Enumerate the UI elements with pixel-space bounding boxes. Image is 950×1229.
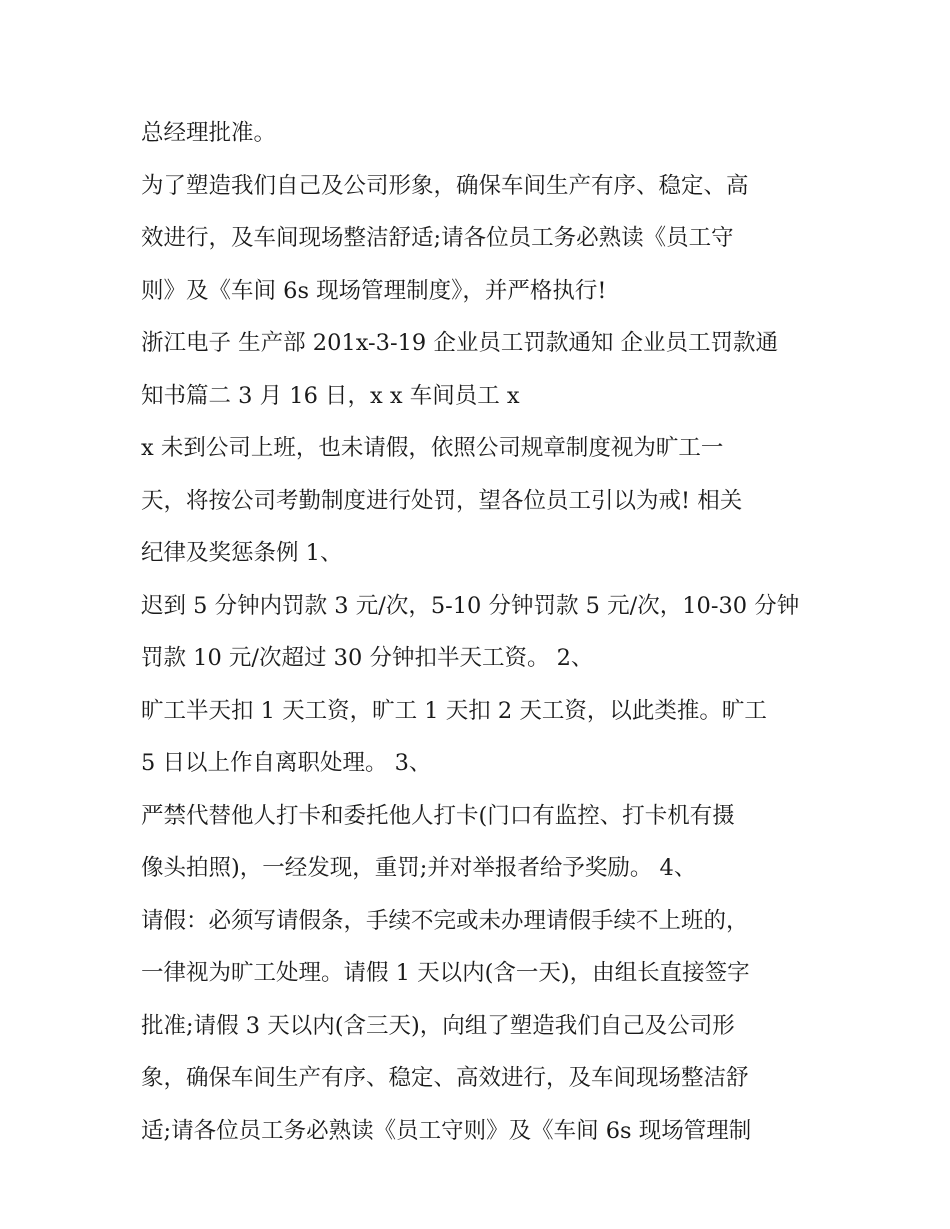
text-line: 迟到 5 分钟内罚款 3 元/次，5-10 分钟罚款 5 元/次，10-30 分钟 xyxy=(141,592,800,619)
text-line: 一律视为旷工处理。请假 1 天以内(含一天)，由组长直接签字 xyxy=(141,960,750,986)
text-line: 5 日以上作自离职处理。 3、 xyxy=(141,750,432,776)
text-line: 像头拍照)，一经发现，重罚;并对举报者给予奖励。 4、 xyxy=(141,855,697,881)
text-line: x 未到公司上班，也未请假，依照公司规章制度视为旷工一 xyxy=(141,435,724,461)
text-line: 浙江电子 生产部 201x-3-19 企业员工罚款通知 企业员工罚款通 xyxy=(141,330,778,356)
text-line: 总经理批准。 xyxy=(141,120,277,146)
text-line: 罚款 10 元/次超过 30 分钟扣半天工资。 2、 xyxy=(141,645,594,671)
text-line: 旷工半天扣 1 天工资，旷工 1 天扣 2 天工资，以此类推。旷工 xyxy=(141,697,767,724)
text-line: 则》及《车间 6s 现场管理制度》，并严格执行! xyxy=(141,277,607,304)
text-line: 批准;请假 3 天以内(含三天)，向组了塑造我们自己及公司形 xyxy=(141,1012,735,1039)
text-line: 适;请各位员工务必熟读《员工守则》及《车间 6s 现场管理制 xyxy=(141,1117,752,1144)
text-line: 效进行，及车间现场整洁舒适;请各位员工务必熟读《员工守 xyxy=(141,225,734,251)
text-line: 严禁代替他人打卡和委托他人打卡(门口有监控、打卡机有摄 xyxy=(141,802,735,829)
text-line: 纪律及奖惩条例 1、 xyxy=(141,540,343,566)
text-line: 知书篇二 3 月 16 日，x x 车间员工 x xyxy=(141,382,520,409)
text-line: 为了塑造我们自己及公司形象，确保车间生产有序、稳定、高 xyxy=(141,172,749,199)
text-line: 天，将按公司考勤制度进行处罚，望各位员工引以为戒! 相关 xyxy=(141,487,743,514)
text-line: 请假：必须写请假条，手续不完或未办理请假手续不上班的， xyxy=(141,907,749,934)
text-line: 象，确保车间生产有序、稳定、高效进行，及车间现场整洁舒 xyxy=(141,1065,749,1091)
document-body xyxy=(141,107,821,1157)
